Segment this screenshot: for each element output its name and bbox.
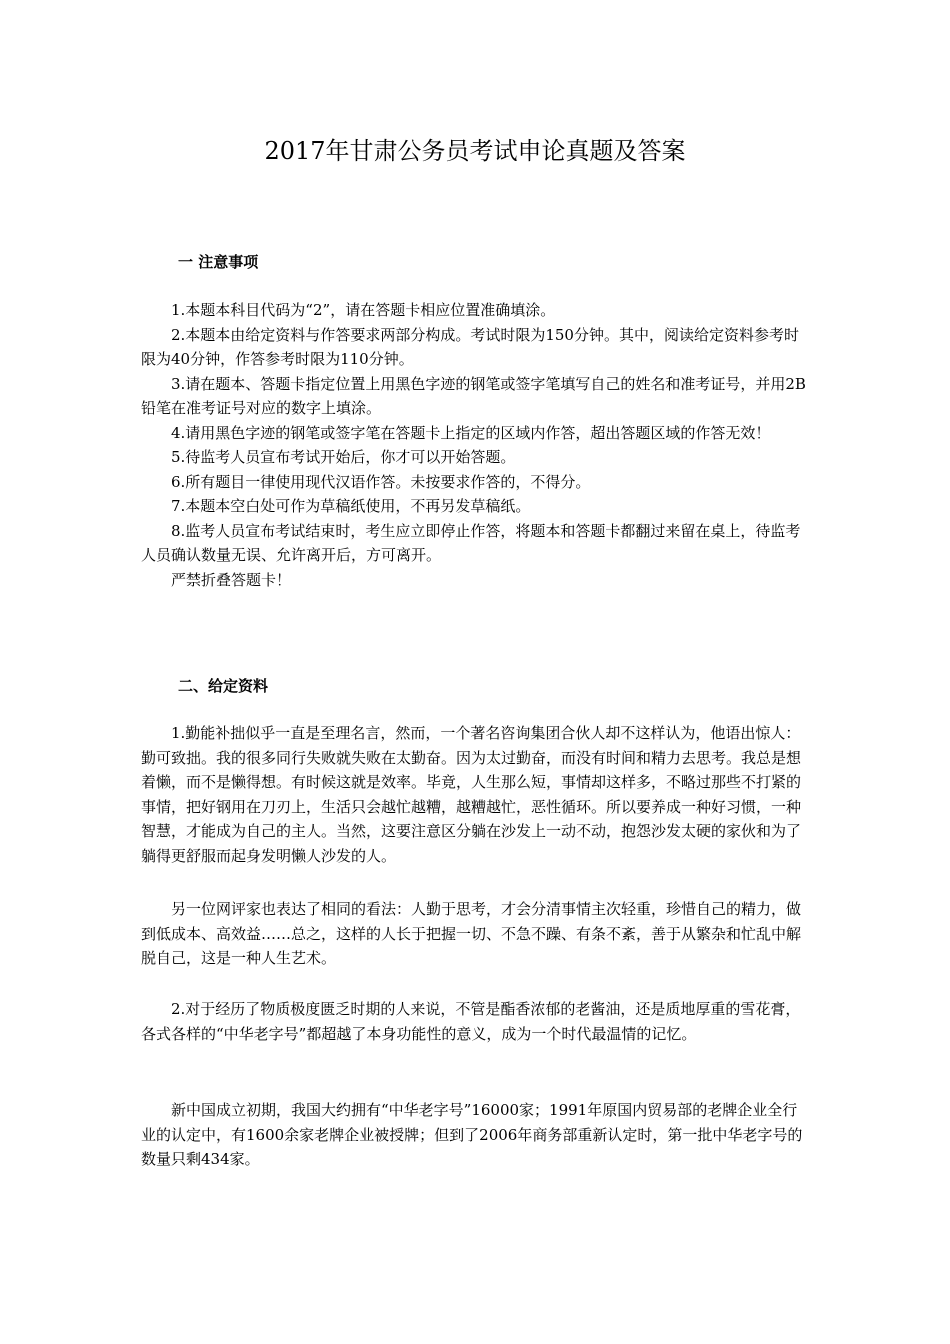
paragraph-text: 2.对于经历了物质极度匮乏时期的人来说，不管是酯香浓郁的老酱油，还是质地厚重的雪花膏，各式各样的“中华老字号”都超越了本身功能性的意义，成为一个时代最温情的记忆。 [141, 1000, 801, 1043]
note-item: 3.请在题本、答题卡指定位置上用黑色字迹的钢笔或签字笔填写自己的姓名和准考证号，并用2B铅笔在准考证号对应的数字上填涂。 [141, 374, 806, 417]
note-item: 5.待监考人员宣布考试开始后，你才可以开始答题。 [171, 448, 516, 466]
paragraph-text: 新中国成立初期，我国大约拥有“中华老字号”16000家；1991年原国内贸易部的老牌企业全行业的认定中，有1600余家老牌企业被授牌；但到了2006年商务部重新认定时，第一批中华老字号的数量只剩434家。 [141, 1101, 803, 1168]
page-title: 2017年甘肃公务员考试申论真题及答案 [264, 137, 686, 165]
section-heading-materials: 二、给定资料 [178, 677, 269, 695]
note-item: 7.本题本空白处可作为草稿纸使用，不再另发草稿纸。 [171, 497, 531, 515]
note-item: 4.请用黑色字迹的钢笔或签字笔在答题卡上指定的区域内作答，超出答题区域的作答无效！ [171, 423, 771, 442]
paragraph-text: 1.勤能补拙似乎一直是至理名言，然而，一个著名咨询集团合伙人却不这样认为，他语出惊人：勤可致拙。我的很多同行失败就失败在太勤奋。因为太过勤奋，而没有时间和精力去思考。我总是想着懒，而不是懒得想。有时候这就是效率。毕竟，人生那么短，事情却这样多，不略过那些不打紧的事情，把好钢用在刀刃上，生活只会越忙越糟，越糟越忙，恶性循环。所以要养成一种好习惯，一种智慧，才能成为自己的主人。当然，这要注意区分躺在沙发上一动不动，抱怨沙发太硬的家伙和为了躺得更舒服而起身发明懒人沙发的人。 [141, 724, 802, 865]
note-item: 2.本题本由给定资料与作答要求两部分构成。考试时限为150分钟。其中，阅读给定资料参考时限为40分钟，作答参考时限为110分钟。 [141, 325, 799, 368]
material-paragraph [141, 721, 811, 868]
note-item: 8.监考人员宣布考试结束时，考生应立即停止作答，将题本和答题卡都翻过来留在桌上，待监考人员确认数量无误、允许离开后，方可离开。 [141, 521, 801, 564]
material-paragraph [141, 997, 811, 1046]
note-item: 1.本题本科目代码为“2”，请在答题卡相应位置准确填涂。 [171, 301, 556, 319]
note-item: 6.所有题目一律使用现代汉语作答。未按要求作答的，不得分。 [171, 472, 591, 491]
paragraph-text: 另一位网评家也表达了相同的看法：人勤于思考，才会分清事情主次轻重，珍惜自己的精力，做到低成本、高效益……总之，这样的人长于把握一切、不急不躁、有条不紊，善于从繁杂和忙乱中解脱自己，这是一种人生艺术。 [141, 900, 802, 967]
section-heading-notes: 一 注意事项 [178, 253, 259, 271]
material-paragraph [141, 1098, 811, 1172]
material-paragraph [141, 897, 811, 971]
notes-list [141, 298, 811, 592]
note-item: 严禁折叠答题卡！ [171, 570, 292, 589]
